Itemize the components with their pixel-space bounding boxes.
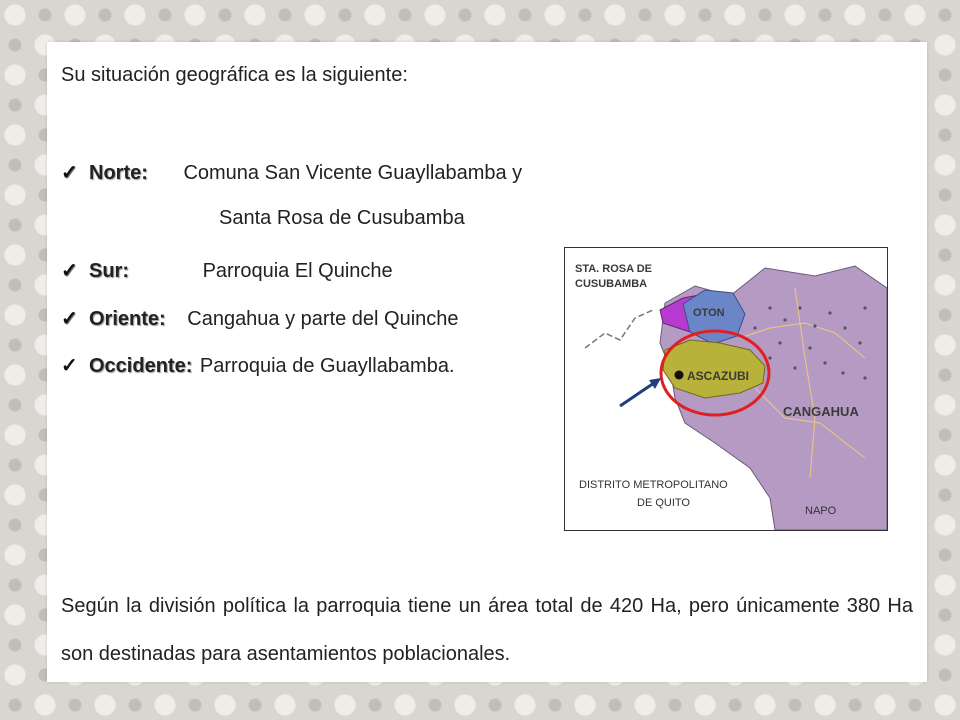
closing-paragraph: Según la división política la parroquia tiene un área total de 420 Ha, pero únicamente 380 Ha son destinadas para asentamientos poblacionales.: [61, 595, 913, 665]
map-label-ascazubi: ASCAZUBI: [687, 369, 749, 383]
item-label: Oriente:: [89, 308, 166, 330]
map-label-distrito-1: DISTRITO METROPOLITANO: [579, 479, 728, 491]
item-text: Parroquia de Guayllabamba.: [199, 355, 455, 377]
map-label-cangahua: CANGAHUA: [783, 404, 859, 419]
item-sur: [61, 258, 393, 283]
item-occidente: [61, 353, 455, 378]
slide: [47, 42, 927, 682]
map-label-sta-rosa-1: STA. ROSA DE: [575, 263, 653, 275]
checkmark-icon: ✓: [61, 162, 78, 184]
item-label: Occidente:: [89, 355, 193, 377]
item-text: Parroquia El Quinche: [202, 260, 393, 282]
checkmark-icon: ✓: [61, 260, 78, 282]
item-norte: [61, 160, 522, 185]
item-label: Norte:: [89, 162, 148, 184]
item-text: Comuna San Vicente Guayllabamba y: [183, 162, 523, 184]
intro-text: Su situación geográfica es la siguiente:: [61, 64, 408, 86]
map-graphic: [565, 248, 887, 530]
ascazubi-point: [675, 371, 684, 380]
item-label: Sur:: [89, 260, 129, 282]
checkmark-icon: ✓: [61, 355, 78, 377]
item-oriente: [61, 306, 459, 331]
map-label-napo: NAPO: [805, 505, 837, 517]
item-norte-continuation: Santa Rosa de Cusubamba: [219, 207, 465, 229]
item-text: Cangahua y parte del Quinche: [187, 308, 459, 330]
map-label-distrito-2: DE QUITO: [637, 497, 690, 509]
location-map: [564, 247, 888, 531]
map-label-oton: OTON: [693, 307, 725, 319]
map-label-sta-rosa-2: CUSUBAMBA: [575, 278, 648, 290]
checkmark-icon: ✓: [61, 308, 78, 330]
